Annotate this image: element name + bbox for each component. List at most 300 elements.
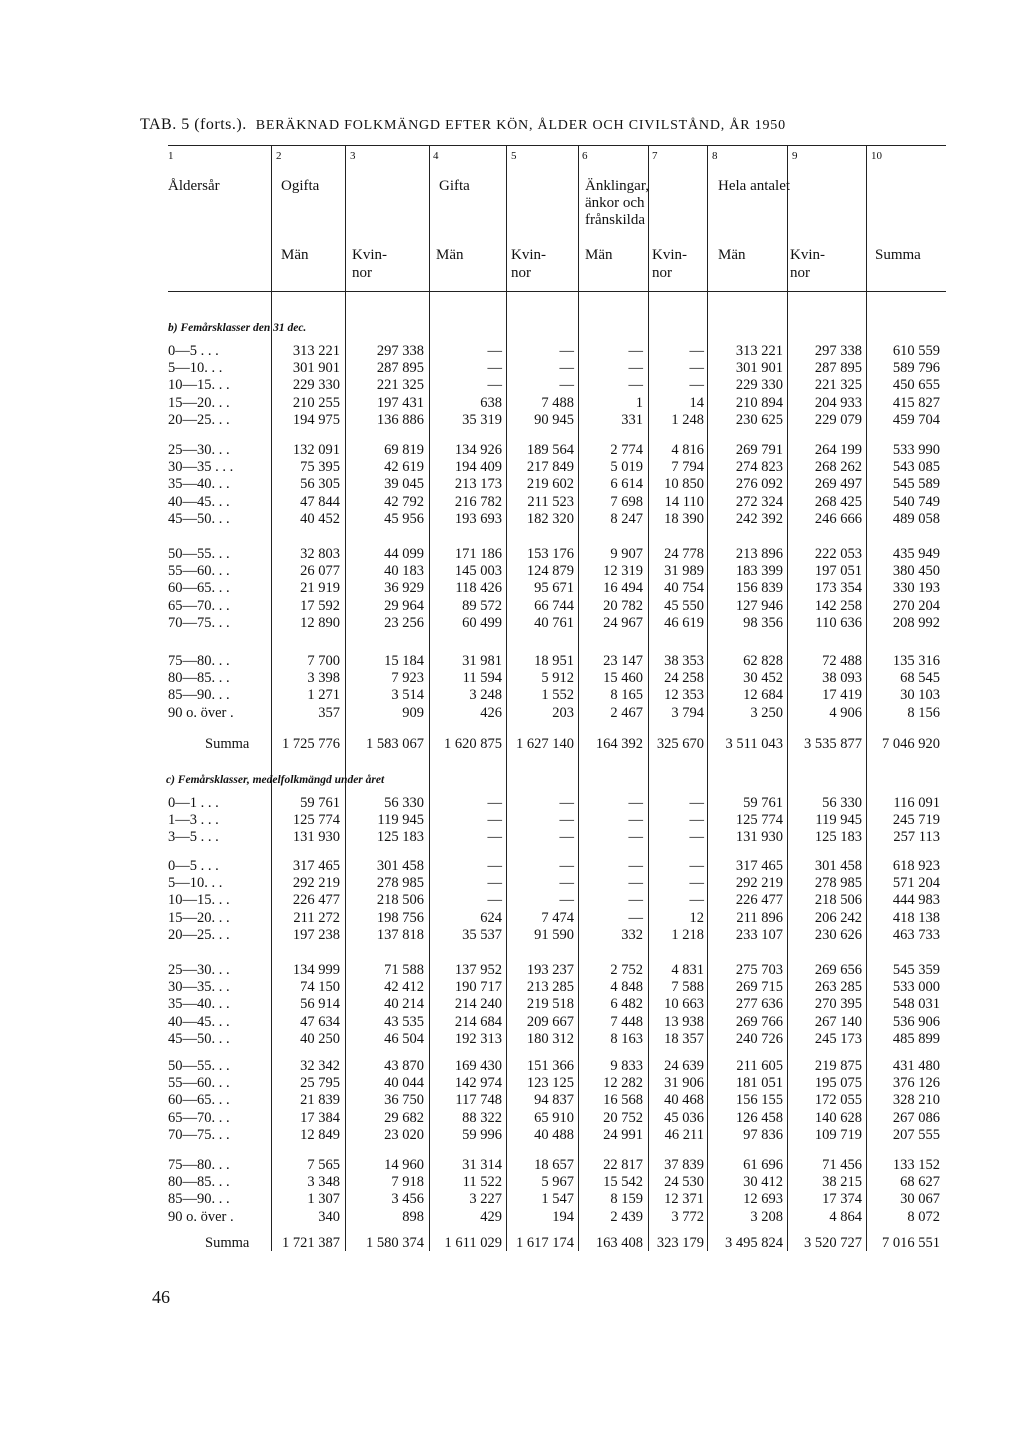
subheader-summa: Summa (875, 247, 921, 263)
table-cell: 29 964 (384, 597, 424, 614)
page-number: 46 (152, 1287, 170, 1307)
table-row (0, 598, 1024, 617)
table-cell: 4 864 (829, 1208, 862, 1225)
table-cell: — (487, 795, 502, 811)
age-label: 20—25. . . (168, 926, 230, 943)
column-number: 3 (350, 150, 356, 162)
age-label: 90 o. över . (168, 1208, 234, 1225)
table-cell: 18 390 (664, 510, 704, 527)
table-cell: 125 183 (376, 829, 424, 846)
table-cell: 11 522 (462, 1174, 502, 1191)
subheader-man: Män (585, 247, 613, 263)
table-cell: 189 564 (526, 442, 574, 458)
age-label: 35—40. . . (168, 476, 230, 493)
age-label: 10—15. . . (168, 892, 230, 909)
table-cell: 230 626 (814, 926, 862, 943)
table-cell: 31 314 (462, 1157, 502, 1173)
table-cell: 61 696 (743, 1157, 783, 1173)
table-cell: 6 482 (610, 996, 643, 1013)
table-cell: 135 316 (892, 653, 940, 669)
table-cell: 618 923 (892, 858, 940, 874)
subheader-kvinnor (352, 246, 387, 282)
age-label: 45—50. . . (168, 1030, 230, 1047)
table-cell: 7 565 (307, 1157, 340, 1173)
table-cell: 171 186 (454, 546, 502, 562)
table-cell: 10 663 (664, 996, 704, 1013)
table-cell: 68 627 (900, 1174, 940, 1191)
subheader-kvinnor (790, 246, 825, 282)
table-cell: 292 219 (735, 875, 783, 892)
table-cell: 35 537 (462, 926, 502, 943)
table-cell: 45 036 (664, 1109, 704, 1126)
table-cell: 44 099 (384, 546, 424, 562)
table-cell: 257 113 (893, 829, 940, 846)
table-row (0, 1075, 1024, 1094)
table-cell: 172 055 (814, 1092, 862, 1109)
table-cell: 7 700 (307, 653, 340, 669)
table-cell: 117 748 (455, 1092, 502, 1109)
table-cell: — (559, 343, 574, 359)
subheader-kvinnor-line2: nor (352, 265, 372, 281)
age-label: 85—90. . . (168, 1191, 230, 1208)
total-cell: 1 627 140 (516, 736, 574, 752)
table-cell: 23 147 (603, 653, 643, 669)
table-cell: 7 698 (610, 493, 643, 510)
table-cell: 36 929 (384, 580, 424, 597)
table-row (0, 546, 1024, 565)
table-cell: 431 480 (892, 1058, 940, 1074)
table-cell: — (487, 377, 502, 394)
table-cell: 56 305 (300, 476, 340, 493)
table-cell: 17 384 (300, 1109, 340, 1126)
header-bottom-rule (168, 291, 946, 292)
table-row (0, 476, 1024, 495)
header-hela-antalet: Hela antalet (718, 178, 791, 194)
table-cell: 24 991 (603, 1126, 643, 1143)
table-cell: 219 602 (526, 476, 574, 493)
table-cell: 14 960 (384, 1157, 424, 1173)
table-cell: 18 951 (534, 653, 574, 669)
column-number: 2 (276, 150, 282, 162)
age-label: 30—35. . . (168, 979, 230, 996)
table-cell: 8 247 (610, 510, 643, 527)
age-label: 75—80. . . (168, 1157, 230, 1173)
table-row (0, 653, 1024, 672)
table-cell: 43 870 (384, 1058, 424, 1074)
table-cell: 340 (318, 1208, 340, 1225)
table-cell: 263 285 (814, 979, 862, 996)
table-cell: 7 474 (541, 909, 574, 926)
table-cell: 610 559 (892, 343, 940, 359)
table-cell: — (487, 892, 502, 909)
table-cell: 204 933 (814, 394, 862, 411)
table-cell: 14 (689, 394, 704, 411)
table-cell: 207 555 (892, 1126, 940, 1143)
total-cell: 7 016 551 (882, 1235, 940, 1251)
table-cell: 3 772 (671, 1208, 704, 1225)
table-cell: — (689, 360, 704, 377)
table-cell: 124 879 (526, 563, 574, 580)
age-label: 80—85. . . (168, 670, 230, 687)
table-cell: 180 312 (526, 1030, 574, 1047)
table-cell: — (689, 858, 704, 874)
table-row (0, 343, 1024, 362)
table-cell: 37 839 (664, 1157, 704, 1173)
table-cell: 233 107 (735, 926, 783, 943)
table-cell: 123 125 (526, 1075, 574, 1092)
table-cell: 59 761 (300, 795, 340, 811)
table-cell: 226 477 (292, 892, 340, 909)
table-cell: 40 250 (300, 1030, 340, 1047)
table-cell: 3 248 (469, 687, 502, 704)
table-number: TAB. 5 (forts.). (140, 116, 247, 133)
total-cell: 3 511 043 (725, 736, 783, 752)
total-cell: 1 580 374 (366, 1235, 424, 1251)
table-cell: 119 945 (815, 812, 862, 829)
table-cell: 40 761 (534, 614, 574, 631)
table-cell: 429 (480, 1208, 502, 1225)
table-cell: 24 639 (664, 1058, 704, 1074)
table-cell: 125 774 (735, 812, 783, 829)
total-cell: 1 617 174 (516, 1235, 574, 1251)
table-cell: 31 981 (462, 653, 502, 669)
table-cell: 197 051 (814, 563, 862, 580)
table-cell: 17 419 (822, 687, 862, 704)
table-cell: 151 366 (526, 1058, 574, 1074)
table-cell: 297 338 (814, 343, 862, 359)
subheader-kvinnor-line1: Kvin- (352, 247, 387, 263)
table-cell: 270 204 (892, 597, 940, 614)
table-cell: 1 271 (307, 687, 340, 704)
table-row (0, 442, 1024, 461)
table-cell: 264 199 (814, 442, 862, 458)
total-cell: 325 670 (656, 736, 704, 752)
table-row (0, 670, 1024, 689)
column-number: 7 (652, 150, 658, 162)
table-cell: 211 272 (293, 909, 340, 926)
table-cell: 269 715 (735, 979, 783, 996)
table-row (0, 979, 1024, 998)
table-cell: 40 754 (664, 580, 704, 597)
table-cell: 269 791 (735, 442, 783, 458)
age-label: 90 o. över . (168, 704, 234, 721)
table-cell: 217 849 (526, 459, 574, 476)
table-cell: 137 952 (454, 962, 502, 978)
table-row (0, 1191, 1024, 1210)
table-cell: 5 967 (541, 1174, 574, 1191)
table-cell: 136 886 (376, 411, 424, 428)
header-anklingar-line2: änkor och (585, 195, 645, 211)
age-label: 40—45. . . (168, 1013, 230, 1030)
subheader-kvinnor-line1: Kvin- (652, 247, 687, 263)
table-row (0, 377, 1024, 396)
table-cell: 125 774 (292, 812, 340, 829)
table-cell: 32 342 (300, 1058, 340, 1074)
table-cell: 72 488 (822, 653, 862, 669)
table-cell: 40 183 (384, 563, 424, 580)
total-cell: 1 725 776 (282, 736, 340, 752)
table-cell: — (559, 377, 574, 394)
header-anklingar-line1: Änklingar, (585, 178, 649, 194)
table-cell: 209 667 (526, 1013, 574, 1030)
subheader-man: Män (281, 247, 309, 263)
table-cell: 2 439 (610, 1208, 643, 1225)
table-cell: 267 140 (814, 1013, 862, 1030)
table-cell: 221 325 (376, 377, 424, 394)
table-cell: 109 719 (814, 1126, 862, 1143)
table-cell: 156 155 (735, 1092, 783, 1109)
table-cell: 30 067 (900, 1191, 940, 1208)
table-cell: 376 126 (892, 1075, 940, 1092)
table-cell: 30 412 (743, 1174, 783, 1191)
section-b-heading: b) Femårsklasser den 31 dec. (168, 322, 307, 334)
table-row (0, 996, 1024, 1015)
table-row (0, 511, 1024, 530)
table-cell: 17 374 (822, 1191, 862, 1208)
table-cell: 9 907 (610, 546, 643, 562)
table-cell: 213 285 (526, 979, 574, 996)
table-cell: 1 218 (671, 926, 704, 943)
table-cell: 40 488 (534, 1126, 574, 1143)
total-cell: 3 520 727 (804, 1235, 862, 1251)
subheader-kvinnor-line1: Kvin- (511, 247, 546, 263)
age-label: 5—10. . . (168, 875, 223, 892)
table-cell: 62 828 (743, 653, 783, 669)
table-title (140, 116, 786, 134)
subheader-man: Män (718, 247, 746, 263)
table-cell: 287 895 (376, 360, 424, 377)
table-cell: 8 165 (610, 687, 643, 704)
subheader-kvinnor-line2: nor (511, 265, 531, 281)
table-cell: 269 497 (814, 476, 862, 493)
table-row (0, 1110, 1024, 1129)
table-cell: 95 671 (534, 580, 574, 597)
table-cell: 133 152 (892, 1157, 940, 1173)
subheader-man: Män (436, 247, 464, 263)
table-cell: 131 930 (292, 829, 340, 846)
total-label: Summa (205, 1235, 250, 1251)
table-row (0, 615, 1024, 634)
table-cell: 21 919 (300, 580, 340, 597)
table-row (0, 1092, 1024, 1111)
table-cell: 60 499 (462, 614, 502, 631)
table-cell: 66 744 (534, 597, 574, 614)
table-cell: 203 (552, 704, 574, 721)
age-label: 35—40. . . (168, 996, 230, 1013)
column-number: 1 (168, 150, 174, 162)
table-cell: 210 894 (735, 394, 783, 411)
table-cell: 328 210 (892, 1092, 940, 1109)
subheader-kvinnor (652, 246, 687, 282)
table-cell: 119 945 (377, 812, 424, 829)
table-cell: 59 996 (462, 1126, 502, 1143)
table-cell: 134 999 (292, 962, 340, 978)
table-cell: 3 514 (391, 687, 424, 704)
table-cell: — (487, 875, 502, 892)
table-row (0, 705, 1024, 724)
table-cell: 210 255 (292, 394, 340, 411)
age-label: 1—3 . . . (168, 812, 219, 829)
table-cell: 39 045 (384, 476, 424, 493)
header-gifta: Gifta (439, 178, 470, 194)
table-cell: 489 058 (892, 510, 940, 527)
table-row (0, 687, 1024, 706)
table-row (0, 580, 1024, 599)
table-cell: 173 354 (814, 580, 862, 597)
table-row (0, 1014, 1024, 1033)
age-label: 80—85. . . (168, 1174, 230, 1191)
table-cell: 17 592 (300, 597, 340, 614)
total-cell: 1 620 875 (444, 736, 502, 752)
table-cell: 195 075 (814, 1075, 862, 1092)
table-cell: 540 749 (892, 493, 940, 510)
table-cell: 8 156 (907, 704, 940, 721)
table-cell: — (487, 343, 502, 359)
table-cell: 301 458 (376, 858, 424, 874)
table-cell: 1 248 (671, 411, 704, 428)
table-row (0, 563, 1024, 582)
table-cell: 18 657 (534, 1157, 574, 1173)
table-cell: 277 636 (735, 996, 783, 1013)
table-cell: 68 545 (900, 670, 940, 687)
table-row (0, 927, 1024, 946)
age-label: 0—5 . . . (168, 343, 219, 359)
table-cell: 12 319 (603, 563, 643, 580)
section-c-heading: c) Femårsklasser, medelfolkmängd under året (166, 774, 385, 786)
table-cell: 125 183 (814, 829, 862, 846)
table-cell: — (559, 892, 574, 909)
table-cell: 5 019 (610, 459, 643, 476)
table-cell: — (559, 360, 574, 377)
table-cell: 7 488 (541, 394, 574, 411)
table-cell: 12 (689, 909, 704, 926)
table-cell: 15 542 (603, 1174, 643, 1191)
table-cell: — (487, 829, 502, 846)
header-age: Åldersår (168, 178, 220, 194)
table-cell: 332 (621, 926, 643, 943)
table-cell: 30 452 (743, 670, 783, 687)
table-cell: 533 990 (892, 442, 940, 458)
table-cell: 213 173 (454, 476, 502, 493)
table-cell: 216 782 (454, 493, 502, 510)
table-row (0, 829, 1024, 848)
table-cell: 194 (552, 1208, 574, 1225)
table-cell: 198 756 (376, 909, 424, 926)
table-cell: 4 906 (829, 704, 862, 721)
age-label: 55—60. . . (168, 563, 230, 580)
table-cell: 40 044 (384, 1075, 424, 1092)
table-cell: 47 844 (300, 493, 340, 510)
table-cell: 88 322 (462, 1109, 502, 1126)
total-row (0, 736, 1024, 755)
table-cell: 7 794 (671, 459, 704, 476)
table-cell: 1 547 (541, 1191, 574, 1208)
table-cell: 10 850 (664, 476, 704, 493)
table-cell: 211 523 (527, 493, 574, 510)
table-cell: 132 091 (292, 442, 340, 458)
table-cell: 181 051 (735, 1075, 783, 1092)
header-ogifta: Ogifta (281, 178, 320, 194)
table-cell: 40 452 (300, 510, 340, 527)
table-cell: 98 356 (743, 614, 783, 631)
table-cell: 426 (480, 704, 502, 721)
table-cell: 36 750 (384, 1092, 424, 1109)
table-cell: 24 258 (664, 670, 704, 687)
table-cell: 12 371 (664, 1191, 704, 1208)
table-cell: 32 803 (300, 546, 340, 562)
table-cell: 275 703 (735, 962, 783, 978)
table-cell: 533 000 (892, 979, 940, 996)
table-cell: 12 684 (743, 687, 783, 704)
table-cell: 571 204 (892, 875, 940, 892)
table-cell: 418 138 (892, 909, 940, 926)
table-cell: 357 (318, 704, 340, 721)
table-cell: 31 989 (664, 563, 704, 580)
table-cell: — (628, 829, 643, 846)
table-cell: 156 839 (735, 580, 783, 597)
table-cell: 43 535 (384, 1013, 424, 1030)
table-cell: 118 426 (455, 580, 502, 597)
table-cell: 313 221 (735, 343, 783, 359)
table-cell: 267 086 (892, 1109, 940, 1126)
table-cell: 274 823 (735, 459, 783, 476)
table-cell: 230 625 (735, 411, 783, 428)
table-cell: 214 240 (454, 996, 502, 1013)
table-row (0, 812, 1024, 831)
table-cell: 35 319 (462, 411, 502, 428)
table-cell: 545 589 (892, 476, 940, 493)
table-cell: — (689, 343, 704, 359)
table-cell: 29 682 (384, 1109, 424, 1126)
table-cell: 153 176 (526, 546, 574, 562)
table-cell: 56 330 (822, 795, 862, 811)
table-cell: 1 (635, 394, 643, 411)
table-cell: 245 719 (892, 812, 940, 829)
table-row (0, 892, 1024, 911)
subheader-kvinnor (511, 246, 546, 282)
table-cell: 536 906 (892, 1013, 940, 1030)
table-cell: 415 827 (892, 394, 940, 411)
table-cell: 3 794 (671, 704, 704, 721)
table-cell: — (689, 812, 704, 829)
table-row (0, 494, 1024, 513)
age-label: 40—45. . . (168, 493, 230, 510)
table-cell: — (628, 909, 643, 926)
table-cell: — (628, 343, 643, 359)
subheader-kvinnor-line2: nor (652, 265, 672, 281)
age-label: 30—35 . . . (168, 459, 234, 476)
table-cell: 14 110 (664, 493, 704, 510)
table-cell: 97 836 (743, 1126, 783, 1143)
table-cell: 909 (402, 704, 424, 721)
table-cell: 20 752 (603, 1109, 643, 1126)
table-cell: 15 460 (603, 670, 643, 687)
age-label: 70—75. . . (168, 1126, 230, 1143)
table-cell: 301 458 (814, 858, 862, 874)
table-cell: 218 506 (376, 892, 424, 909)
total-label: Summa (205, 736, 250, 752)
column-number: 6 (582, 150, 588, 162)
table-cell: 8 163 (610, 1030, 643, 1047)
table-cell: — (628, 795, 643, 811)
table-row (0, 1174, 1024, 1193)
table-cell: 42 412 (384, 979, 424, 996)
table-cell: 131 930 (735, 829, 783, 846)
table-cell: 313 221 (292, 343, 340, 359)
table-row (0, 910, 1024, 929)
table-cell: 213 896 (735, 546, 783, 562)
table-row (0, 1031, 1024, 1050)
